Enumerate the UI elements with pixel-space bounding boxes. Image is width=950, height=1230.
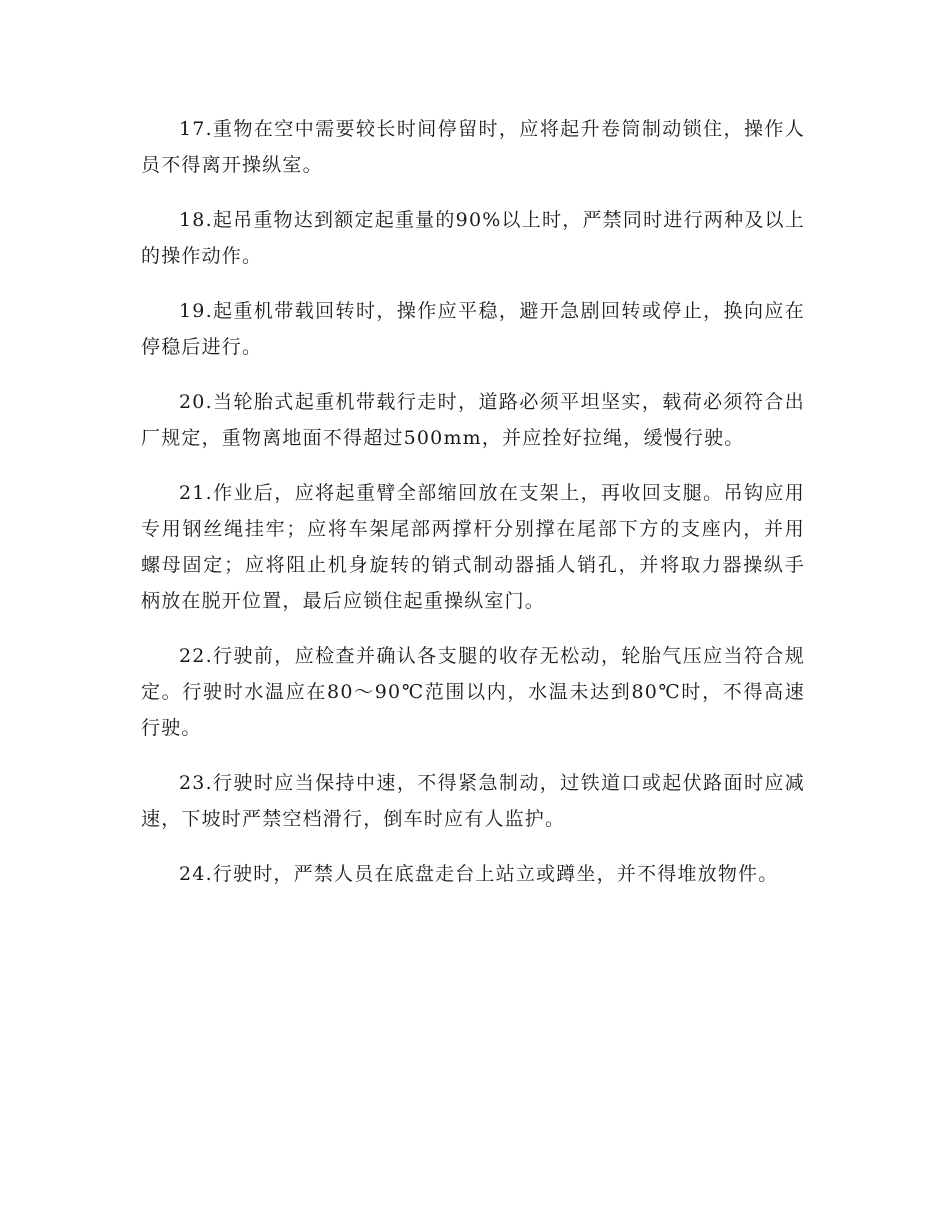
paragraph-23: 23.行驶时应当保持中速，不得紧急制动，过铁道口或起伏路面时应减速，下坡时严禁空档滑行，倒车时应有人监护。 (141, 772, 805, 830)
paragraph-22: 22.行驶前，应检查并确认各支腿的收存无松动，轮胎气压应当符合规定。行驶时水温应在80～90℃范围以内，水温未达到80℃时，不得高速行驶。 (141, 645, 805, 739)
paragraph-17: 17.重物在空中需要较长时间停留时，应将起升卷筒制动锁住，操作人员不得离开操纵室。 (141, 118, 805, 176)
paragraph-20: 20.当轮胎式起重机带载行走时，道路必须平坦坚实，载荷必须符合出厂规定，重物离地面不得超过500mm，并应拴好拉绳，缓慢行驶。 (141, 391, 805, 449)
paragraph-24: 24.行驶时，严禁人员在底盘走台上站立或蹲坐，并不得堆放物件。 (179, 863, 779, 885)
paragraph-21: 21.作业后，应将起重臂全部缩回放在支架上，再收回支腿。吊钩应用专用钢丝绳挂牢；应将车架尾部两撑杆分别撑在尾部下方的支座内，并用螺母固定；应将阻止机身旋转的销式制动器插人销孔，并将取力器操纵手柄放在脱开位置，最后应锁住起重操纵室门。 (141, 482, 805, 612)
paragraph-19: 19.起重机带载回转时，操作应平稳，避开急剧回转或停止，换向应在停稳后进行。 (141, 300, 805, 358)
paragraph-18: 18.起吊重物达到额定起重量的90%以上时，严禁同时进行两种及以上的操作动作。 (141, 209, 805, 267)
document-page (141, 111, 805, 911)
